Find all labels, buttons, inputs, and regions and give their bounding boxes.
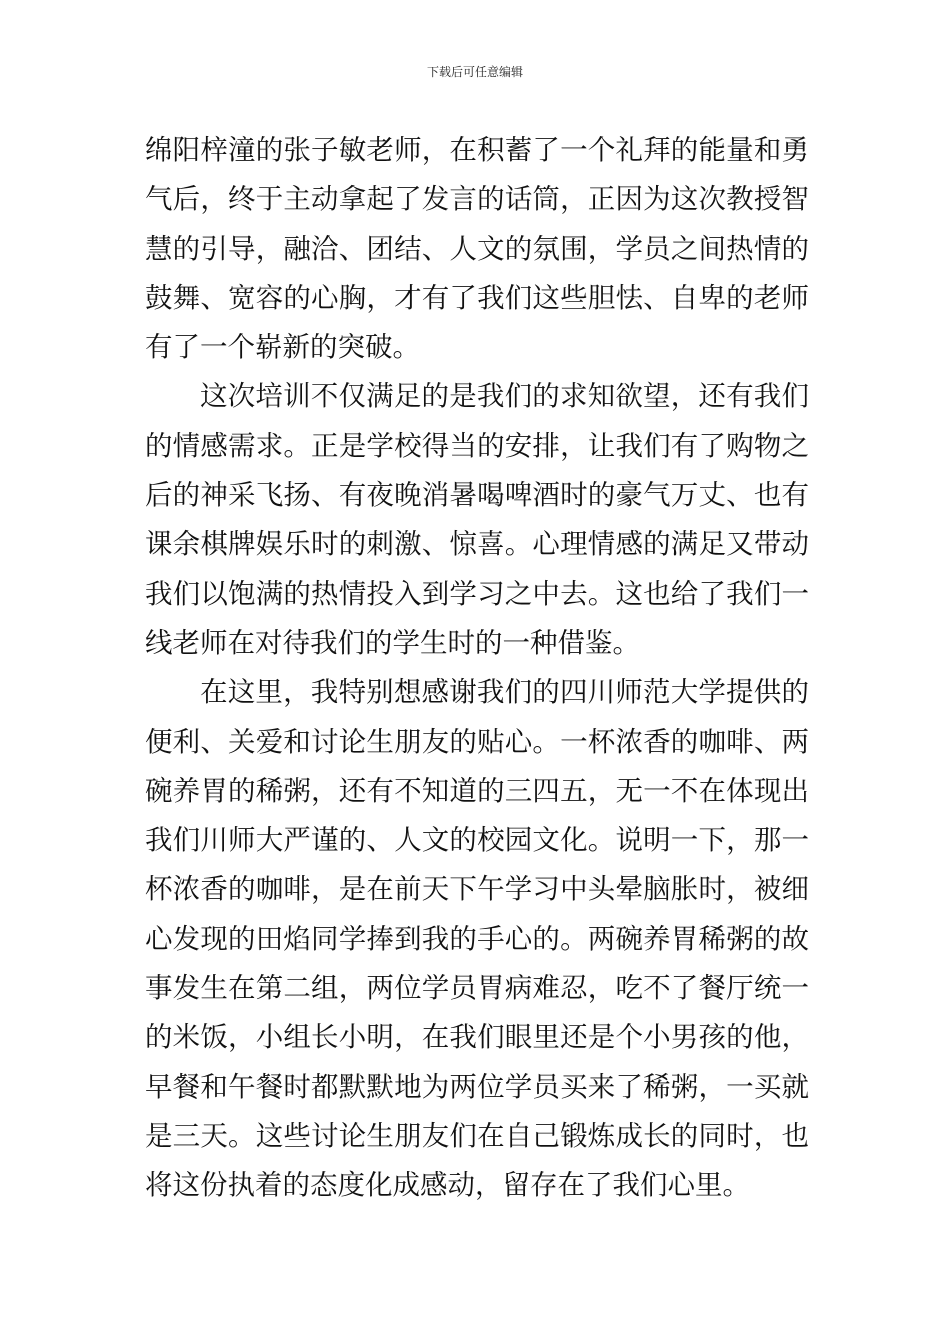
paragraph-2: 这次培训不仅满足的是我们的求知欲望，还有我们的情感需求。正是学校得当的安排，让我们有了购物之后的神采飞扬、有夜晚消暑喝啤酒时的豪气万丈、也有课余棋牌娱乐时的刺激、惊喜。心理情感的满足又带动我们以饱满的热情投入到学习之中去。这也给了我们一线老师在对待我们的学生时的一种借鉴。 bbox=[145, 380, 809, 659]
document-body bbox=[145, 126, 809, 1211]
paragraph-1: 绵阳梓潼的张子敏老师，在积蓄了一个礼拜的能量和勇气后，终于主动拿起了发言的话筒，正因为这次教授智慧的引导，融洽、团结、人文的氛围，学员之间热情的鼓舞、宽容的心胸，才有了我们这些胆怯、自卑的老师有了一个崭新的突破。 bbox=[145, 134, 809, 364]
paragraph-3: 在这里，我特别想感谢我们的四川师范大学提供的便利、关爱和讨论生朋友的贴心。一杯浓香的咖啡、两碗养胃的稀粥，还有不知道的三四五，无一不在体现出我们川师大严谨的、人文的校园文化。说明一下，那一杯浓香的咖啡，是在前天下午学习中头晕脑胀时，被细心发现的田焰同学捧到我的手心的。两碗养胃稀粥的故事发生在第二组，两位学员胃病难忍，吃不了餐厅统一的米饭，小组长小明，在我们眼里还是个小男孩的他，早餐和午餐时都默默地为两位学员买来了稀粥，一买就是三天。这些讨论生朋友们在自己锻炼成长的同时，也将这份执着的态度化成感动，留存在了我们心里。 bbox=[145, 676, 809, 1202]
page-header: 下载后可任意编辑 bbox=[426, 65, 523, 79]
